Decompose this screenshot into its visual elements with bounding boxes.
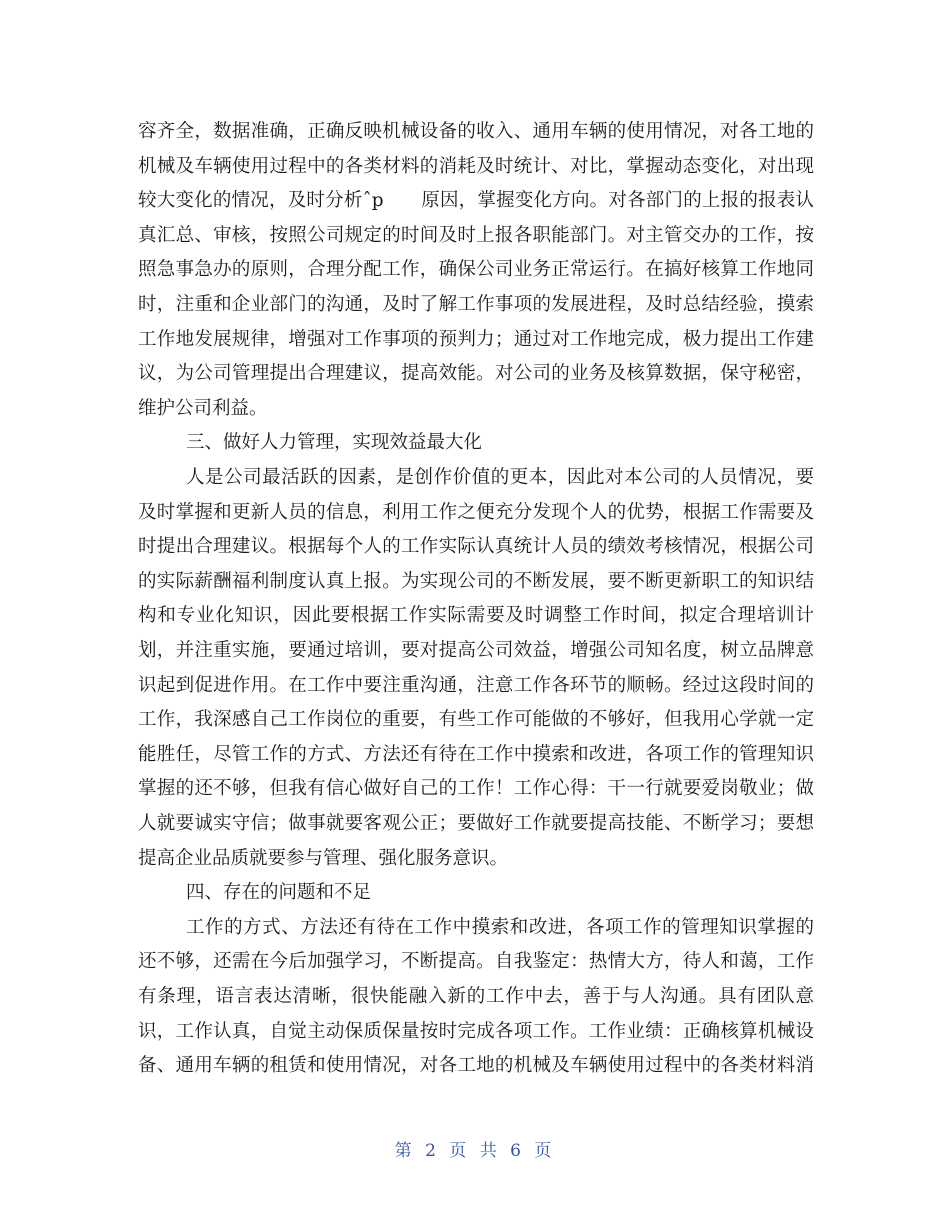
text-line: 的实际薪酬福利制度认真上报。为实现公司的不断发展，要不断更新职工的知识结 [138, 570, 814, 592]
text-line: 工作地发展规律，增强对工作事项的预判力；通过对工作地完成，极力提出工作建 [138, 328, 814, 350]
text-line: 较大变化的情况，及时分析ˆp 原因，掌握变化方向。对各部门的上报的报表认 [138, 190, 814, 212]
text-line: 议，为公司管理提出合理建议，提高效能。对公司的业务及核算数据，保守秘密， [138, 363, 814, 385]
text-line: 人就要诚实守信；做事就要客观公正；要做好工作就要提高技能、不断学习；要想 [138, 813, 814, 834]
text-line: 识起到促进作用。在工作中要注重沟通，注意工作各环节的顺畅。经过这段时间的 [138, 674, 814, 696]
text-line: 还不够，还需在今后加强学习，不断提高。自我鉴定：热情大方，待人和蔼，工作 [138, 951, 814, 973]
text-line: 容齐全，数据准确，正确反映机械设备的收入、通用车辆的使用情况，对各工地的 [138, 121, 814, 142]
text-line: 人是公司最活跃的因素，是创作价值的更本，因此对本公司的人员情况，要 [186, 467, 814, 488]
text-line: 掌握的还不够，但我有信心做好自己的工作！工作心得：干一行就要爱岗敬业；做 [138, 778, 814, 800]
text-line: 时，注重和企业部门的沟通，及时了解工作事项的发展进程，及时总结经验，摸索 [138, 294, 814, 315]
text-line: 及时掌握和更新人员的信息，利用工作之便充分发现个人的优势，根据工作需要及 [138, 501, 814, 523]
page-footer: 第 2 页 共 6 页 [394, 1141, 556, 1161]
text-line: 能胜任，尽管工作的方式、方法还有待在工作中摸索和改进，各项工作的管理知识 [138, 743, 814, 765]
text-line: 识，工作认真，自觉主动保质保量按时完成各项工作。工作业绩：正确核算机械设 [138, 1020, 814, 1042]
text-line: 提高企业品质就要参与管理、强化服务意识。 [138, 847, 509, 869]
text-line: 划，并注重实施，要通过培训，要对提高公司效益，增强公司知名度，树立品牌意 [138, 640, 814, 661]
text-line: 维护公司利益。 [138, 397, 268, 419]
text-line: 照急事急办的原则，合理分配工作，确保公司业务正常运行。在搞好核算工作地同 [138, 259, 814, 281]
text-line: 备、通用车辆的租赁和使用情况，对各工地的机械及车辆使用过程中的各类材料消 [138, 1055, 814, 1077]
text-line: 机械及车辆使用过程中的各类材料的消耗及时统计、对比，掌握动态变化，对出现 [138, 155, 814, 177]
text-line: 工作的方式、方法还有待在工作中摸索和改进，各项工作的管理知识掌握的 [186, 916, 814, 938]
text-line: 工作，我深感自己工作岗位的重要，有些工作可能做的不够好，但我用心学就一定 [138, 709, 814, 731]
text-line: 四、存在的问题和不足 [186, 882, 372, 904]
text-line: 有条理，语言表达清晰，很快能融入新的工作中去，善于与人沟通。具有团队意 [138, 986, 814, 1007]
text-line: 三、做好人力管理，实现效益最大化 [186, 432, 483, 454]
text-line: 构和专业化知识，因此要根据工作实际需要及时调整工作时间，拟定合理培训计 [138, 605, 814, 627]
text-line: 时提出合理建议。根据每个人的工作实际认真统计人员的绩效考核情况，根据公司 [138, 536, 814, 558]
text-line: 真汇总、审核，按照公司规定的时间及时上报各职能部门。对主管交办的工作，按 [138, 224, 814, 246]
